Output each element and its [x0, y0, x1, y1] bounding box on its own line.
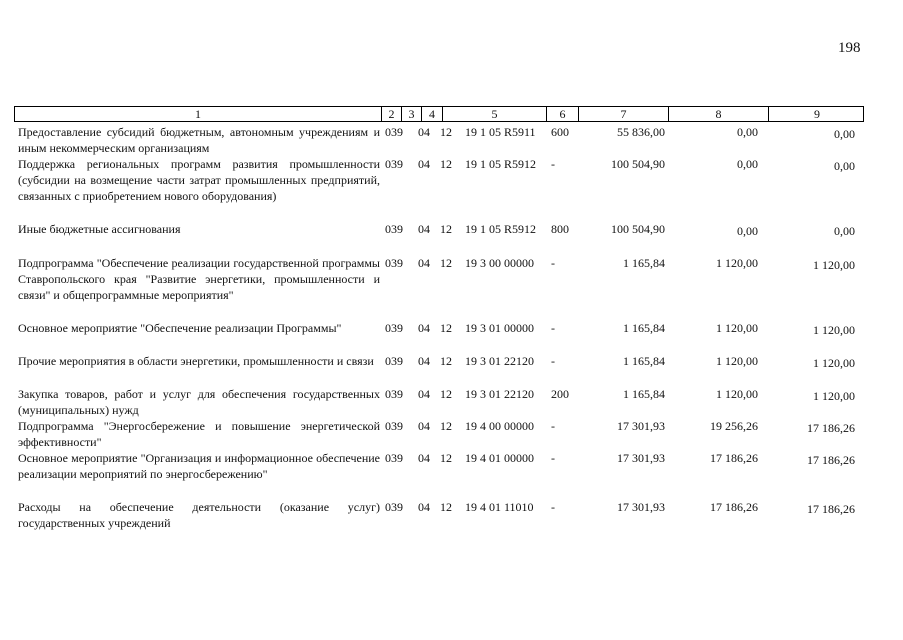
header-col-1: 1: [195, 107, 201, 121]
row-name: Подпрограмма "Энергосбережение и повышение энергетической эффективности": [18, 419, 380, 449]
row-section-code: 04: [418, 256, 430, 270]
row-amount-col7: 100 504,90: [611, 222, 665, 236]
row-subsection-code: 12: [440, 500, 452, 514]
row-expense-type: 600: [551, 125, 569, 139]
row-section-code: 04: [418, 125, 430, 139]
row-section-code: 04: [418, 354, 430, 368]
row-amount-col9: 1 120,00: [813, 258, 855, 272]
header-col-4: 4: [421, 107, 442, 121]
row-name: Прочие мероприятия в области энергетики, промышленности и связи: [18, 354, 374, 368]
row-name: Закупка товаров, работ и услуг для обеспечения государственных (муниципальных) нужд: [18, 387, 380, 417]
row-amount-col7: 17 301,93: [617, 419, 665, 433]
row-amount-col9: 1 120,00: [813, 323, 855, 337]
table-header: [14, 106, 864, 122]
row-amount-col7: 17 301,93: [617, 500, 665, 514]
row-name: Иные бюджетные ассигнования: [18, 222, 181, 236]
row-amount-col8: 0,00: [737, 157, 758, 171]
row-name: Подпрограмма "Обеспечение реализации государственной программы Ставропольского края "Развитие энергетики, промышленности и связи" и общепрограммные мероприятия": [18, 256, 380, 302]
row-ministry-code: 039: [385, 500, 403, 514]
header-col-3: 3: [401, 107, 421, 121]
row-amount-col9: 17 186,26: [807, 421, 855, 435]
row-amount-col7: 17 301,93: [617, 451, 665, 465]
row-amount-col7: 100 504,90: [611, 157, 665, 171]
row-amount-col9: 17 186,26: [807, 453, 855, 467]
row-name: Основное мероприятие "Организация и информационное обеспечение реализации мероприятий по энергосбережению": [18, 451, 380, 481]
header-col-6: 6: [546, 107, 578, 121]
row-amount-col9: 1 120,00: [813, 389, 855, 403]
row-target-code: 19 1 05 R5911: [465, 125, 536, 139]
row-expense-type: -: [551, 256, 555, 270]
row-name: Расходы на обеспечение деятельности (оказание услуг) государственных учреждений: [18, 500, 380, 530]
row-expense-type: 200: [551, 387, 569, 401]
row-amount-col8: 19 256,26: [710, 419, 758, 433]
row-section-code: 04: [418, 500, 430, 514]
row-amount-col9: 0,00: [834, 159, 855, 173]
row-amount-col8: 1 120,00: [716, 387, 758, 401]
row-target-code: 19 4 01 11010: [465, 500, 534, 514]
row-amount-col8: 1 120,00: [716, 256, 758, 270]
row-section-code: 04: [418, 321, 430, 335]
page-number: 198: [838, 40, 861, 56]
row-amount-col8: 17 186,26: [710, 451, 758, 465]
row-amount-col7: 1 165,84: [623, 321, 665, 335]
row-amount-col7: 1 165,84: [623, 387, 665, 401]
row-ministry-code: 039: [385, 321, 403, 335]
row-ministry-code: 039: [385, 354, 403, 368]
row-subsection-code: 12: [440, 222, 452, 236]
row-target-code: 19 4 00 00000: [465, 419, 534, 433]
row-amount-col7: 1 165,84: [623, 256, 665, 270]
row-target-code: 19 3 01 00000: [465, 321, 534, 335]
row-name: Поддержка региональных программ развития промышленности (субсидии на возмещение части затрат промышленных предприятий, связанных с приобретением нового оборудования): [18, 157, 380, 203]
row-ministry-code: 039: [385, 256, 403, 270]
row-subsection-code: 12: [440, 387, 452, 401]
row-subsection-code: 12: [440, 125, 452, 139]
row-section-code: 04: [418, 387, 430, 401]
row-expense-type: -: [551, 419, 555, 433]
row-expense-type: 800: [551, 222, 569, 236]
row-ministry-code: 039: [385, 387, 403, 401]
header-col-2: 2: [381, 107, 401, 121]
row-amount-col7: 1 165,84: [623, 354, 665, 368]
row-target-code: 19 3 00 00000: [465, 256, 534, 270]
row-name: Предоставление субсидий бюджетным, автономным учреждениям и иным некоммерческим организациям: [18, 125, 380, 155]
row-section-code: 04: [418, 451, 430, 465]
row-ministry-code: 039: [385, 451, 403, 465]
row-amount-col9: 0,00: [834, 224, 855, 238]
row-amount-col9: 17 186,26: [807, 502, 855, 516]
row-target-code: 19 1 05 R5912: [465, 157, 537, 171]
row-expense-type: -: [551, 451, 555, 465]
header-col-8: 8: [668, 107, 768, 121]
row-ministry-code: 039: [385, 125, 403, 139]
row-ministry-code: 039: [385, 222, 403, 236]
header-col-7: 7: [578, 107, 668, 121]
row-amount-col8: 1 120,00: [716, 321, 758, 335]
row-expense-type: -: [551, 354, 555, 368]
row-section-code: 04: [418, 222, 430, 236]
row-section-code: 04: [418, 419, 430, 433]
row-ministry-code: 039: [385, 157, 403, 171]
row-amount-col9: 1 120,00: [813, 356, 855, 370]
row-amount-col7: 55 836,00: [617, 125, 665, 139]
row-target-code: 19 1 05 R5912: [465, 222, 537, 236]
row-expense-type: -: [551, 157, 555, 171]
row-amount-col9: 0,00: [834, 127, 855, 141]
row-target-code: 19 3 01 22120: [465, 387, 534, 401]
row-subsection-code: 12: [440, 256, 452, 270]
row-expense-type: -: [551, 500, 555, 514]
row-amount-col8: 0,00: [737, 125, 758, 139]
row-ministry-code: 039: [385, 419, 403, 433]
row-name: Основное мероприятие "Обеспечение реализации Программы": [18, 321, 342, 335]
row-target-code: 19 4 01 00000: [465, 451, 534, 465]
row-subsection-code: 12: [440, 157, 452, 171]
row-amount-col8: 1 120,00: [716, 354, 758, 368]
row-amount-col8: 17 186,26: [710, 500, 758, 514]
row-expense-type: -: [551, 321, 555, 335]
header-col-5: 5: [442, 107, 546, 121]
row-subsection-code: 12: [440, 419, 452, 433]
row-subsection-code: 12: [440, 321, 452, 335]
row-section-code: 04: [418, 157, 430, 171]
row-target-code: 19 3 01 22120: [465, 354, 534, 368]
header-col-9: 9: [768, 107, 865, 121]
row-amount-col8: 0,00: [737, 224, 758, 238]
row-subsection-code: 12: [440, 451, 452, 465]
row-subsection-code: 12: [440, 354, 452, 368]
